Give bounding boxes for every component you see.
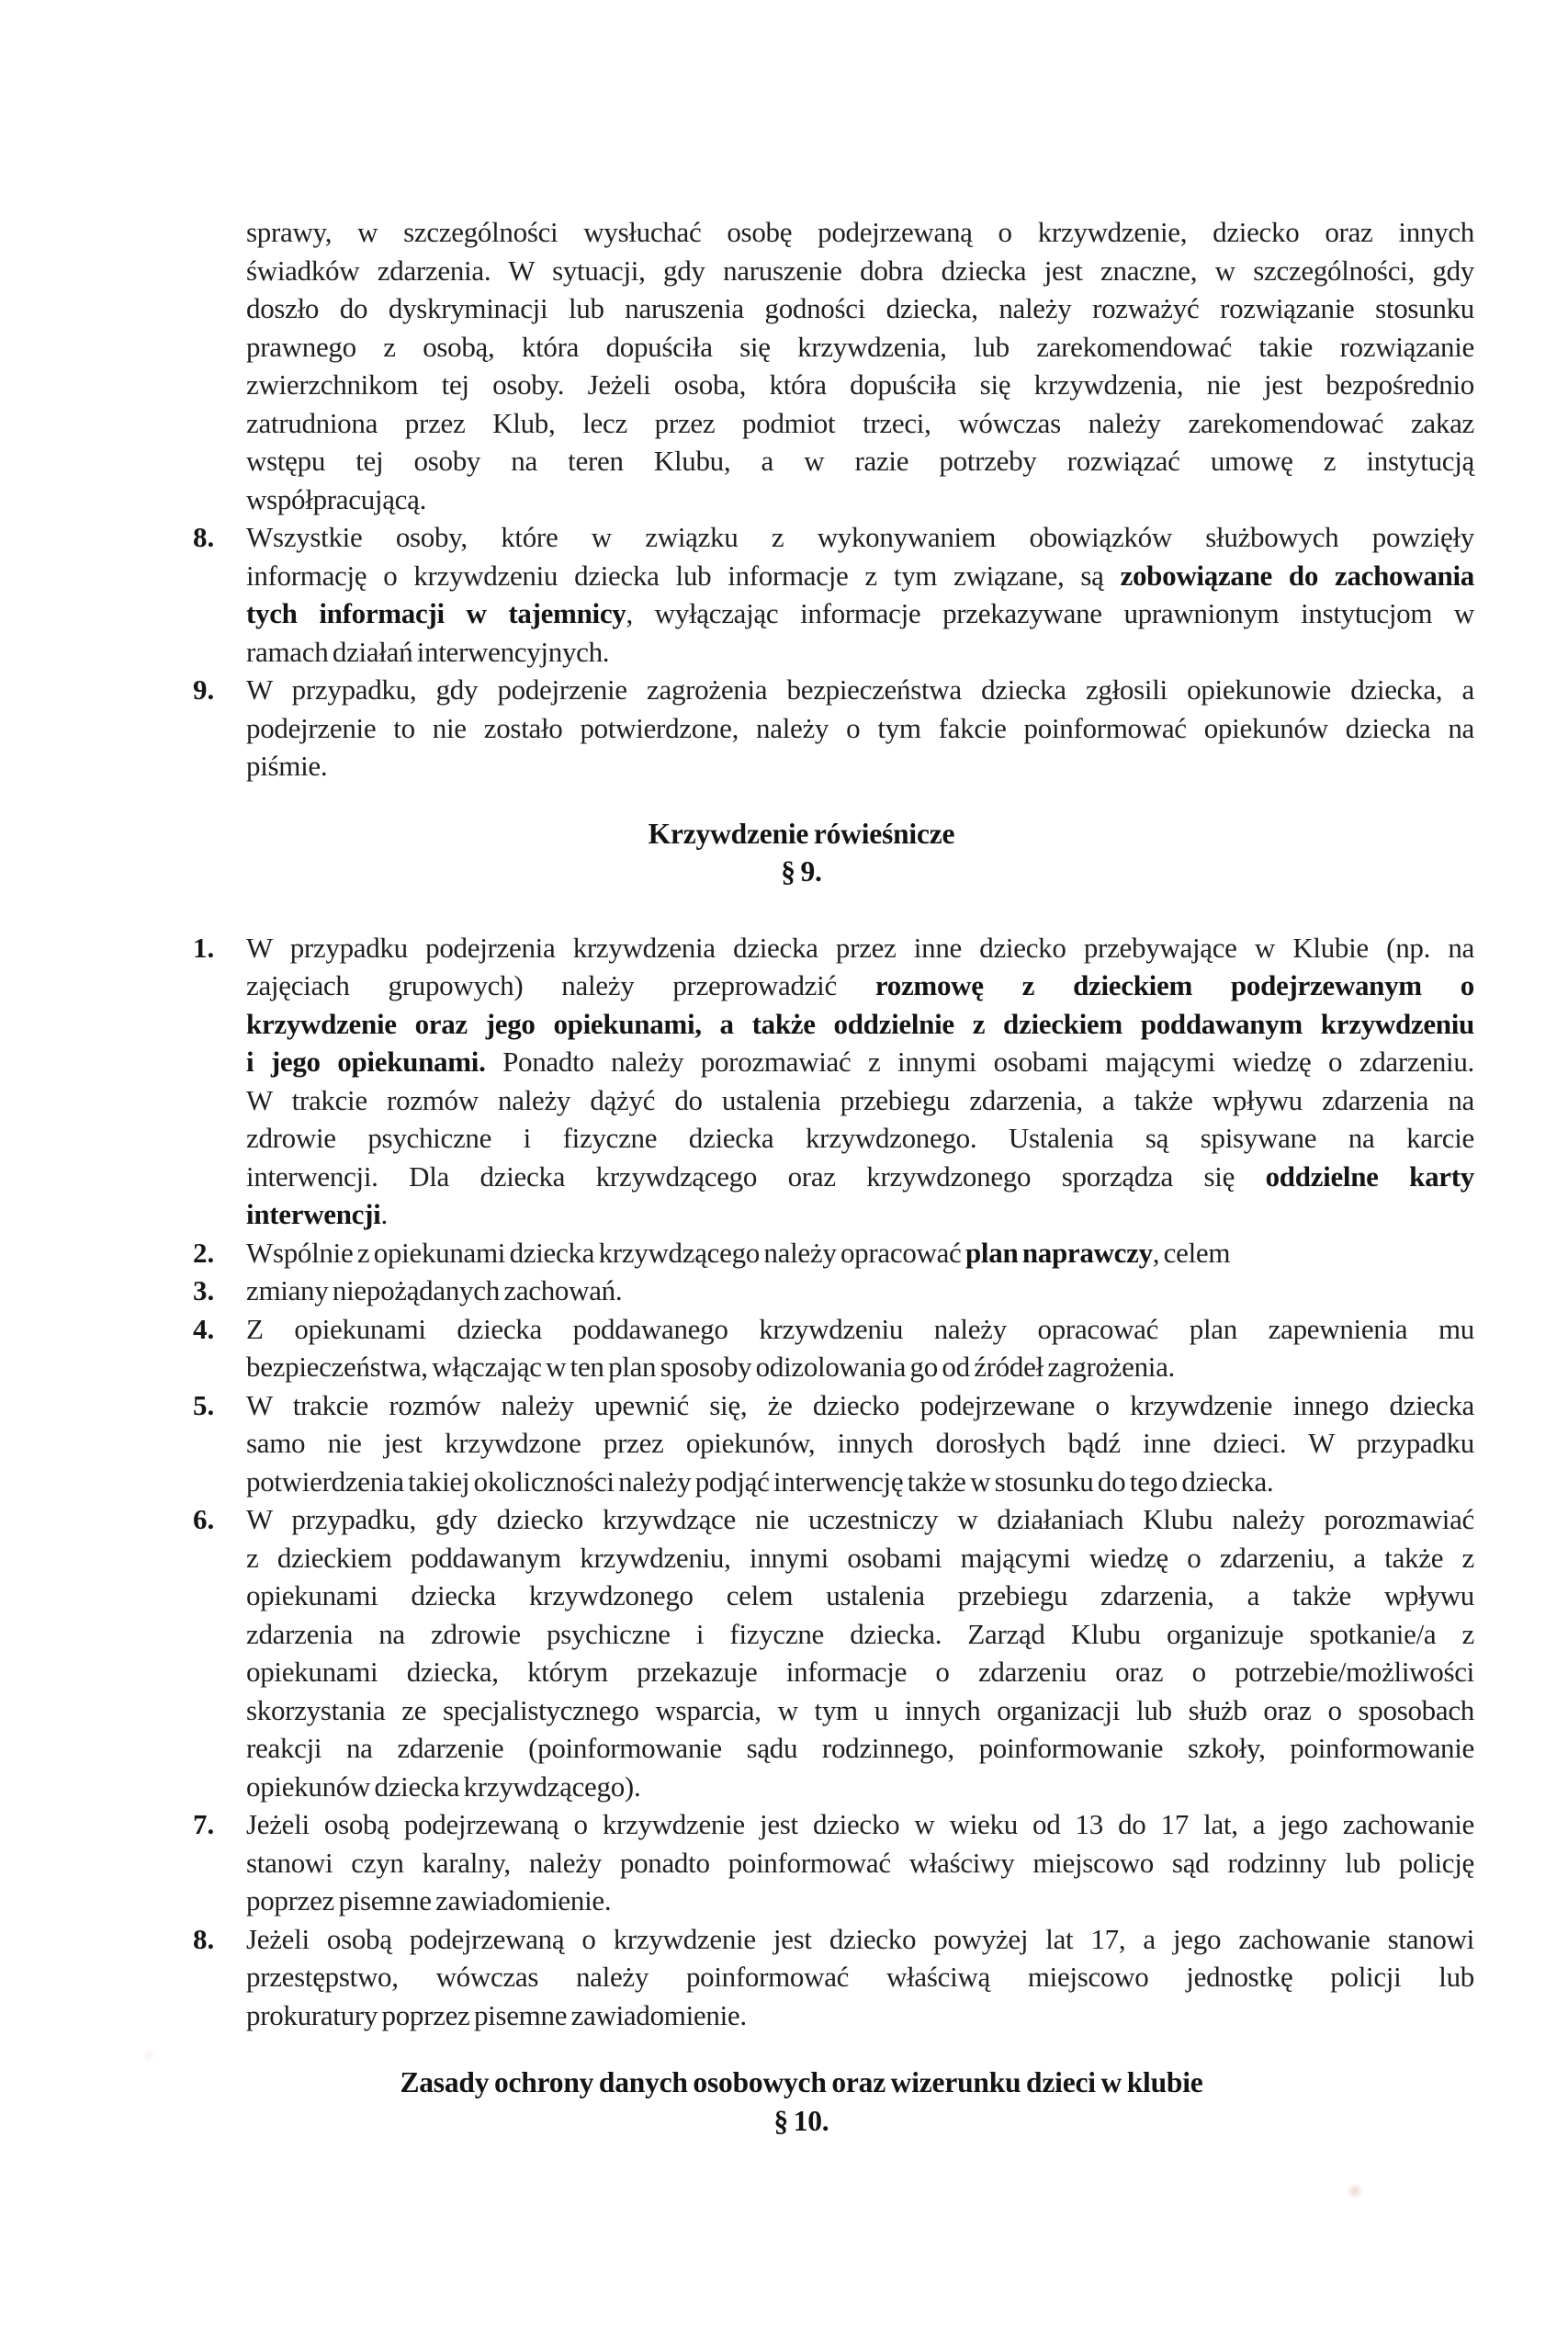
regular-text: zdrowie psychiczne i fizyczne dziecka krzywdzonego. Ustalenia są spisywane na karcie [246,1122,1474,1154]
regular-text: samo nie jest krzywdzone przez opiekunów, innych dorosłych bądź inne dzieci. W przypadku [246,1427,1474,1459]
regular-text: zatrudniona przez Klub, lecz przez podmiot trzeci, wówczas należy zarekomendować zakaz [246,406,1474,439]
text-line [246,1500,1474,1539]
list-item-number: 3. [193,1274,215,1306]
list-item [193,671,1474,786]
text-line [246,1653,1474,1691]
regular-text: zdarzenia na zdrowie psychiczne i fizyczne dziecka. Zarząd Klubu organizuje spotkanie/a z [246,1617,1474,1650]
text-line [246,1386,1474,1425]
text-line [246,1805,1474,1844]
regular-text: potwierdzenia takiej okoliczności należy podjąć interwencję także w stosunku do tego dziecka. [246,1464,1274,1498]
regular-text: . [380,1198,388,1230]
text-line [246,252,1474,290]
list-item [193,1920,1474,2035]
text-line [246,1119,1474,1158]
text-line [246,1882,1474,1920]
section-paragraph-number: § 9. [781,855,822,888]
list-item-number: 2. [193,1236,215,1269]
text-line [246,1348,1474,1386]
list-item [193,929,1474,1234]
text-line [246,404,1474,443]
text-line [246,289,1474,328]
regular-text: podejrzenie to nie zostało potwierdzone, należy o tym fakcie poinformować opiekunów dziecka na [246,711,1474,744]
text-line [246,1729,1474,1768]
regular-text: opiekunów dziecka krzywdzącego). [246,1770,641,1803]
regular-text: poprzez pisemne zawiadomienie. [246,1884,612,1917]
regular-text: W trakcie rozmów należy upewnić się, że dziecko podejrzewane o krzywdzenie innego dziecka [246,1388,1474,1421]
regular-text: z dzieckiem poddawanym krzywdzeniu, innymi osobami mającymi wiedzę o zdarzeniu, a także z [246,1541,1474,1574]
bold-text: i jego opiekunami. [246,1046,486,1078]
scan-artifact [142,2049,155,2062]
regular-text: zwierzchnikom tej osoby. Jeżeli osoba, która dopuściła się krzywdzenia, nie jest bezpośrednio [246,368,1474,401]
text-line [246,1691,1474,1730]
bold-text: krzywdzenie oraz jego opiekunami, a także oddzielnie z dzieckiem poddawanym krzywdzeniu [246,1007,1474,1040]
regular-text: doszło do dyskryminacji lub naruszenia godności dziecka, należy rozważyć rozwiązanie stosunku [246,292,1474,324]
list-item [193,1500,1474,1805]
regular-text: przestępstwo, wówczas należy poinformować właściwą miejscowo jednostkę policji lub [246,1961,1474,1993]
text-line [246,1195,1474,1234]
regular-text: skorzystania ze specjalistycznego wsparcia, w tym u innych organizacji lub służb oraz o sposobach [246,1693,1474,1726]
text-line [246,1768,1474,1806]
bold-text: oddzielne karty [1265,1159,1474,1193]
regular-text: opiekunami dziecka krzywdzonego celem ustalenia przebiegu zdarzenia, a także wpływu [246,1579,1474,1611]
bold-text: rozmowę z dzieckiem podejrzewanym o [874,969,1474,1001]
text-line [246,633,1474,672]
regular-text: W trakcie rozmów należy dążyć do ustalenia przebiegu zdarzenia, a także wpływu zdarzenia na [246,1083,1474,1116]
text-line [246,1081,1474,1120]
bold-text: tych informacji w tajemnicy [246,597,626,629]
text-line [246,1005,1474,1044]
list-item [193,1805,1474,1920]
text-line [246,1463,1474,1501]
text-line [246,594,1474,633]
regular-text: Wszystkie osoby, które w związku z wykonywaniem obowiązków służbowych powzięły [246,521,1474,553]
bold-text: zobowiązane do zachowania [1120,559,1474,592]
list-item [193,518,1474,671]
text-line [246,1958,1474,1996]
regular-text: W przypadku, gdy dziecko krzywdzące nie uczestniczy w działaniach Klubu należy porozmawiać [246,1503,1474,1535]
regular-text: stanowi czyn karalny, należy ponadto poinformować właściwy miejscowo sąd rodzinny lub policję [246,1846,1474,1879]
text-line [246,213,1474,252]
regular-text: świadków zdarzenia. W sytuacji, gdy naruszenie dobra dziecka jest znaczne, w szczególności, gdy [246,254,1474,287]
section-heading [187,2064,1416,2140]
text-line [246,1844,1474,1883]
list-item-number: 7. [193,1808,215,1840]
regular-text: ramach działań interwencyjnych. [246,635,610,668]
regular-text: informację o krzywdzeniu dziecka lub informacje z tym związane, są [246,559,1121,592]
list-item-number: 9. [193,673,215,706]
list-item-number: 8. [193,521,215,553]
regular-text: prokuratury poprzez pisemne zawiadomienie. [246,1998,747,2031]
section-title: Zasady ochrony danych osobowych oraz wizerunku dzieci w klubie [400,2066,1203,2098]
text-line [246,481,1474,519]
regular-text: zajęciach grupowych) należy przeprowadzić [246,969,875,1001]
regular-text: współpracującą. [246,482,427,515]
regular-text: reakcji na zdarzenie (poinformowanie sądu rodzinnego, poinformowanie szkoły, poinformowanie [246,1732,1474,1764]
list-item [193,1272,1474,1310]
text-line [246,929,1474,967]
regular-text: opiekunami dziecka, którym przekazuje informacje o zdarzeniu oraz o potrzebie/możliwości [246,1656,1474,1688]
list-item-number: 5. [193,1388,215,1421]
text-line [246,967,1474,1005]
text-line [246,1996,1474,2035]
regular-text: W przypadku, gdy podejrzenie zagrożenia bezpieczeństwa dziecka zgłosili opiekunowie dziecka, a [246,673,1474,706]
section-paragraph-number: § 10. [773,2104,829,2137]
regular-text: , wyłączając informacje przekazywane uprawnionym instytucjom w [626,597,1474,629]
regular-text: Ponadto należy porozmawiać z innymi osobami mającymi wiedzę o zdarzeniu. [485,1046,1474,1078]
list-item [193,1310,1474,1386]
regular-text: interwencji. Dla dziecka krzywdzącego oraz krzywdzonego sporządza się [246,1159,1266,1193]
regular-text: prawnego z osobą, która dopuściła się krzywdzenia, lub zarekomendować takie rozwiązanie [246,330,1474,363]
regular-text: sprawy, w szczególności wysłuchać osobę podejrzewaną o krzywdzenie, dziecko oraz innych [246,216,1474,248]
text-line [246,1158,1474,1196]
regular-text: bezpieczeństwa, włączając w ten plan sposoby odizolowania go od źródeł zagrożenia. [246,1351,1176,1383]
regular-text: Wspólnie z opiekunami dziecka krzywdzącego należy opracować [246,1236,965,1269]
regular-text: Z opiekunami dziecka poddawanego krzywdzeniu należy opracować plan zapewnienia mu [246,1312,1474,1345]
bold-text: interwencji [246,1198,381,1230]
text-line [246,518,1474,557]
regular-text: Jeżeli osobą podejrzewaną o krzywdzenie jest dziecko powyżej lat 17, a jego zachowanie stanowi [246,1922,1474,1955]
regular-text: W przypadku podejrzenia krzywdzenia dziecka przez inne dziecko przebywające w Klubie (np. na [246,931,1474,964]
regular-text: , celem [1152,1236,1231,1269]
section-heading [187,815,1416,891]
text-line [246,709,1474,748]
list-item [193,1386,1474,1501]
regular-text: zmiany niepożądanych zachowań. [246,1274,623,1306]
scan-artifact [1347,2182,1363,2200]
paragraph [246,213,1474,518]
list-item-number: 8. [193,1922,215,1955]
text-line [246,442,1474,481]
regular-text: Jeżeli osobą podejrzewaną o krzywdzenie jest dziecko w wieku od 13 do 17 lat, a jego zachowanie [246,1808,1474,1840]
bold-text: plan naprawczy [964,1236,1153,1269]
text-line [246,671,1474,709]
text-line [246,1043,1474,1081]
regular-text: wstępu tej osoby na teren Klubu, a w razie potrzeby rozwiązać umowę z instytucją [246,445,1474,477]
document-body [193,213,1474,2177]
list-item-number: 6. [193,1503,215,1535]
text-line [246,1424,1474,1463]
text-line [246,557,1474,595]
text-line [246,747,1474,786]
text-line [246,1272,1474,1310]
list-item-number: 4. [193,1312,215,1345]
text-line [246,1920,1474,1959]
text-line [246,1234,1474,1272]
list-item-number: 1. [193,931,215,964]
text-line [246,1539,1474,1577]
text-line [246,366,1474,404]
text-line [246,1615,1474,1654]
regular-text: piśmie. [246,750,328,782]
section-title: Krzywdzenie rówieśnicze [648,817,955,850]
list-item [193,1234,1474,1272]
text-line [246,1310,1474,1349]
text-line [246,328,1474,367]
text-line [246,1577,1474,1615]
